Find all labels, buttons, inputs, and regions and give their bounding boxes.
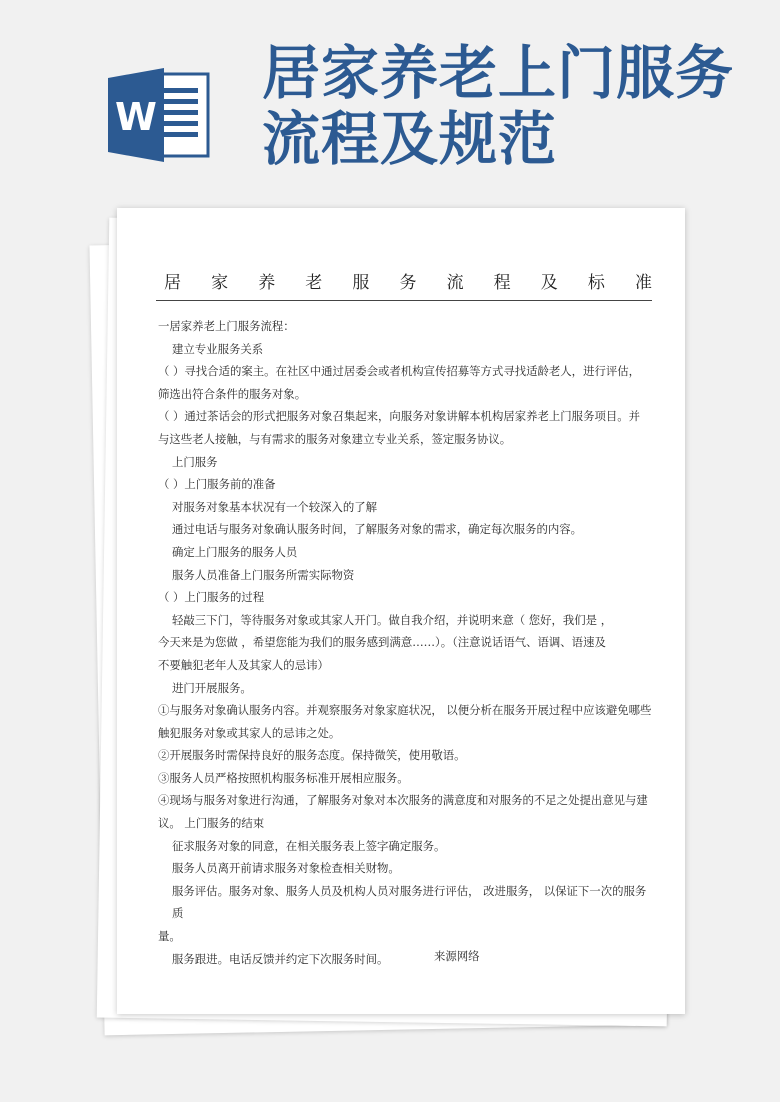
text-line: 建立专业服务关系 — [172, 341, 264, 356]
text-line: ④现场与服务对象进行沟通，了解服务对象对本次服务的满意度和对服务的不足之处提出意见与建 — [158, 793, 648, 808]
title-char: 养 — [258, 273, 276, 293]
text-line: 征求服务对象的同意，在相关服务表上签字确定服务。 — [172, 838, 446, 853]
text-line: 不要触犯老年人及其家人的忌讳） — [158, 657, 329, 672]
title-char: 程 — [493, 273, 511, 293]
title-char: 标 — [587, 273, 605, 293]
document-title — [164, 272, 652, 294]
text-line: ③服务人员严格按照机构服务标准开展相应服务。 — [158, 770, 409, 785]
title-char: 流 — [446, 273, 464, 293]
text-line: （ ）上门服务的过程 — [158, 590, 265, 605]
text-line: 与这些老人接触，与有需求的服务对象建立专业关系，签定服务协议。 — [158, 431, 512, 446]
text-line: 进门开展服务。 — [172, 680, 252, 695]
text-line: （ ）通过茶话会的形式把服务对象召集起来，向服务对象讲解本机构居家养老上门服务项目。并 — [158, 409, 641, 424]
text-line: 今天来是为您做 ，希望您能为我们的服务感到满意……）。（注意说话语气、语调、语速及 — [158, 635, 606, 650]
title-char: 及 — [540, 273, 558, 293]
page-title — [262, 40, 734, 172]
title-char: 家 — [211, 273, 229, 293]
text-line: 服务跟进。电话反馈并约定下次服务时间。 — [172, 951, 389, 966]
text-line: （ ）寻找合适的案主。在社区中通过居委会或者机构宣传招募等方式寻找适龄老人，进行评估， — [158, 364, 641, 379]
text-line: 对服务对象基本状况有一个较深入的了解 — [172, 499, 378, 514]
svg-text:W: W — [115, 95, 157, 139]
page-title-line1: 居家养老上门服务 — [262, 39, 735, 107]
text-line: 服务人员离开前请求服务对象检查相关财物。 — [172, 861, 400, 876]
title-char: 居 — [164, 273, 181, 293]
text-line: 服务人员准备上门服务所需实际物资 — [172, 567, 355, 582]
text-line: 确定上门服务的服务人员 — [172, 544, 298, 559]
text-line: 筛选出符合条件的服务对象。 — [158, 386, 307, 401]
header — [0, 0, 780, 200]
text-line: 轻敲三下门，等待服务对象或其家人开门。做自我介绍，并说明来意（ 您好，我们是 ， — [172, 612, 613, 627]
title-char: 服 — [352, 273, 370, 293]
text-line: 触犯服务对象或其家人的忌讳之处。 — [158, 725, 341, 740]
title-char: 务 — [399, 273, 417, 293]
text-line: 量。 — [158, 929, 181, 944]
text-line: （ ）上门服务前的准备 — [158, 477, 276, 492]
title-char: 准 — [634, 273, 652, 293]
title-divider — [156, 300, 652, 301]
text-line: ②开展服务时需保持良好的服务态度。保持微笑，使用敬语。 — [158, 748, 466, 763]
word-document-icon — [108, 66, 210, 164]
text-line: 上门服务 — [172, 454, 218, 469]
title-char: 老 — [305, 273, 323, 293]
text-line: ①与服务对象确认服务内容。并观察服务对象家庭状况， 以便分析在服务开展过程中应该避免哪些 — [158, 703, 652, 718]
text-line: 通过电话与服务对象确认服务时间，了解服务对象的需求，确定每次服务的内容。 — [172, 522, 583, 537]
source-note: 来源网络 — [434, 949, 480, 963]
page-title-line2: 流程及规范 — [262, 105, 558, 173]
document-body — [158, 315, 656, 970]
text-line: 一居家养老上门服务流程： — [158, 319, 295, 333]
text-line: 议。 上门服务的结束 — [158, 816, 265, 831]
text-line: 服务评估。服务对象、服务人员及机构人员对服务进行评估， 改进服务， 以保证下一次的服务质 — [172, 883, 647, 921]
